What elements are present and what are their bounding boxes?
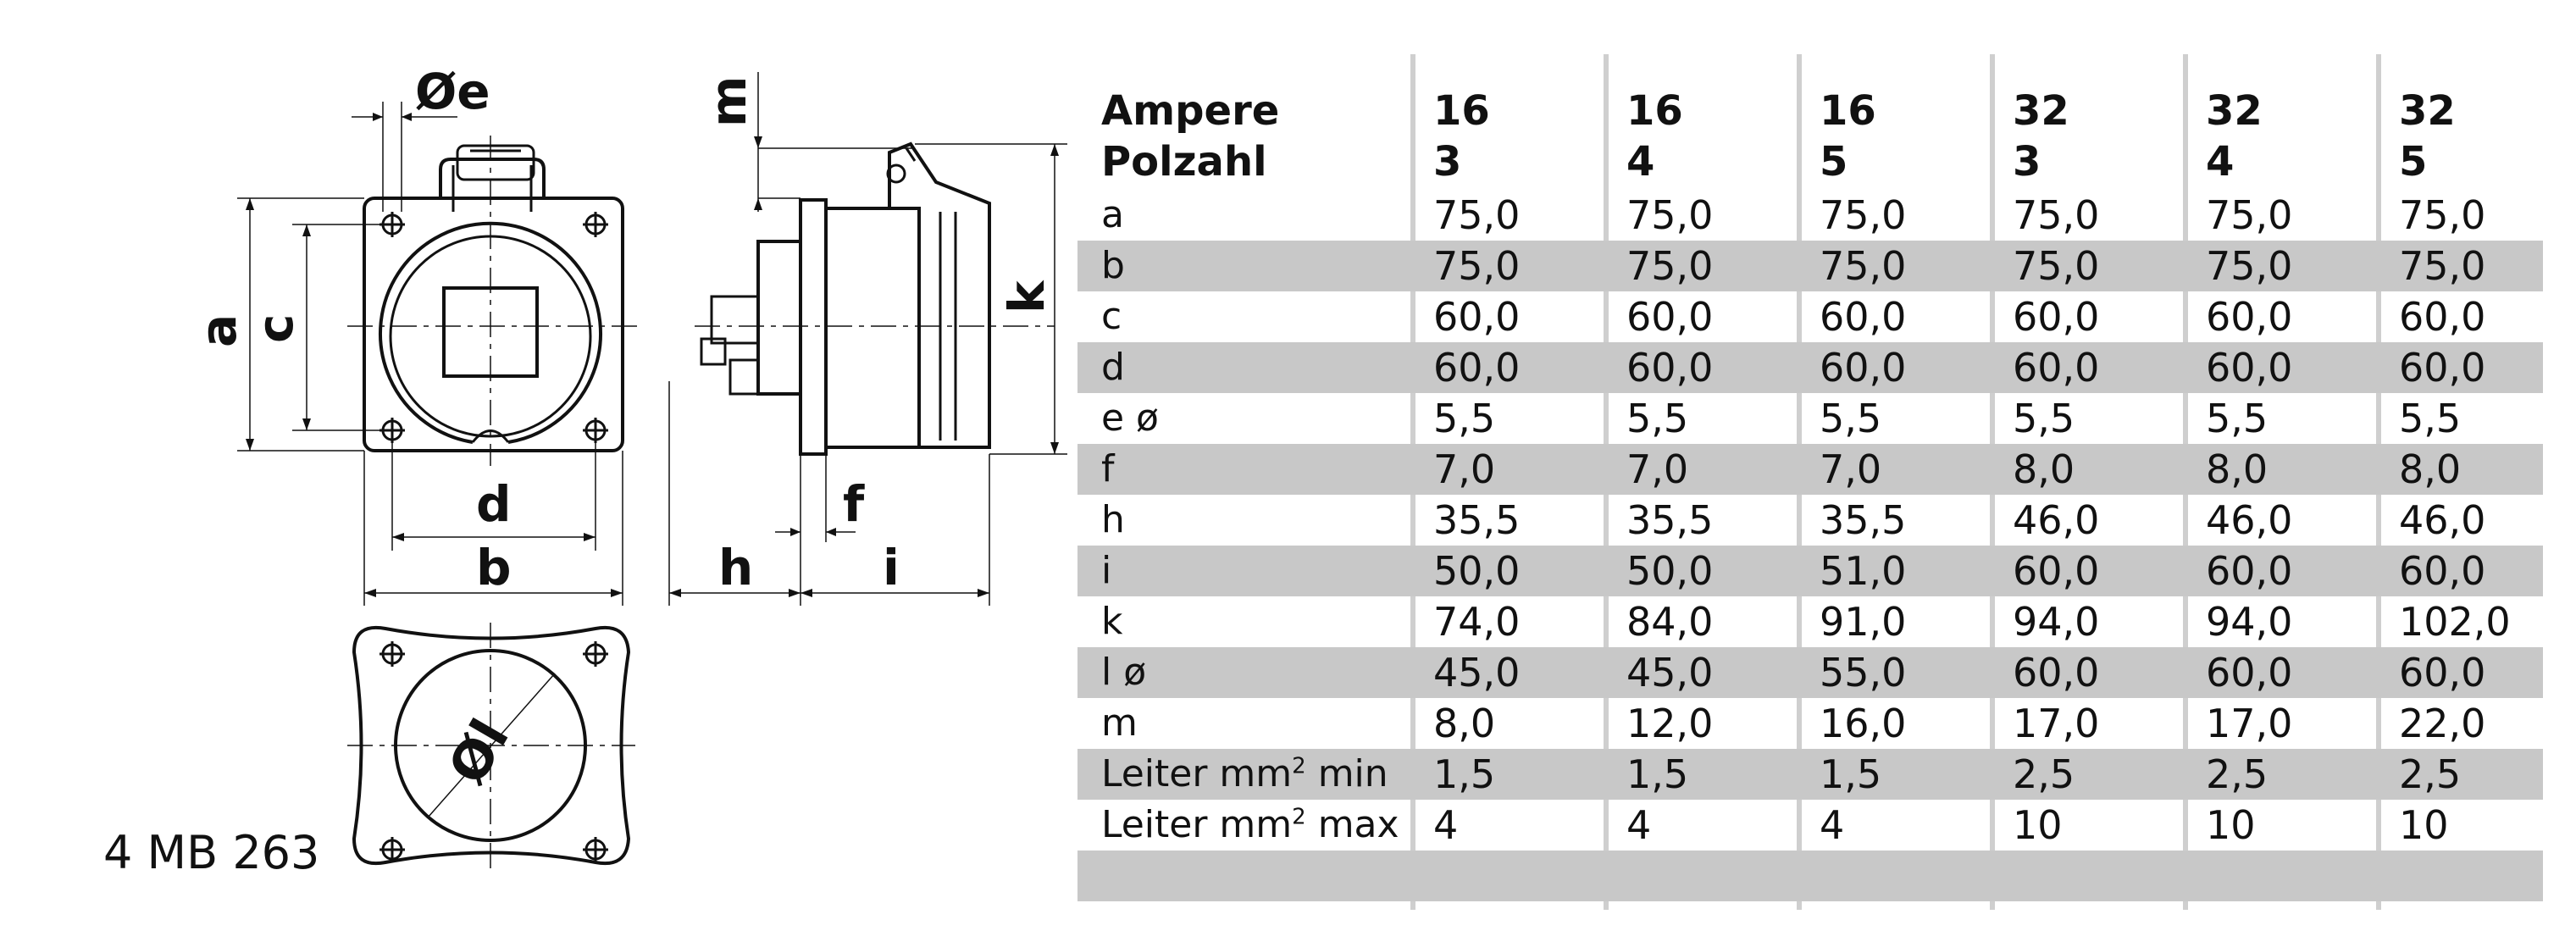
col-ampere: 32: [2399, 87, 2456, 135]
row-value: 60,0: [2399, 294, 2486, 340]
header-polzahl: Polzahl: [1101, 138, 1267, 186]
dim-label-d: d: [476, 475, 512, 533]
row-label: [1101, 749, 1388, 800]
table-row: [1077, 800, 2543, 851]
row-value: 17,0: [2013, 701, 2100, 746]
row-value: 60,0: [2206, 650, 2293, 695]
row-value: 75,0: [1626, 243, 1714, 289]
dim-label-h: h: [718, 539, 754, 596]
row-value: 5,5: [2206, 396, 2269, 441]
table-row: [1077, 647, 2543, 698]
row-value: 75,0: [1820, 243, 1907, 289]
row-value: 60,0: [1820, 294, 1907, 340]
row-value: 50,0: [1433, 548, 1521, 594]
table-row: [1077, 596, 2543, 647]
table-row: [1077, 291, 2543, 342]
row-label: f: [1101, 447, 1115, 490]
row-value: 94,0: [2206, 599, 2293, 645]
row-value: 2,5: [2399, 751, 2462, 797]
row-value: 46,0: [2399, 497, 2486, 543]
row-value: 35,5: [1433, 497, 1521, 543]
row-label-text: Leiter mm: [1101, 752, 1293, 795]
row-value: 35,5: [1820, 497, 1907, 543]
row-label: c: [1101, 295, 1122, 338]
row-value: 46,0: [2013, 497, 2100, 543]
row-value: 75,0: [2399, 243, 2486, 289]
dim-label-a: a: [190, 313, 247, 347]
row-value: 1,5: [1820, 751, 1882, 797]
row-label: d: [1101, 346, 1125, 389]
row-value: 10: [2206, 802, 2256, 848]
row-label: h: [1101, 498, 1125, 541]
row-value: 35,5: [1626, 497, 1714, 543]
row-value: 12,0: [1626, 701, 1714, 746]
dim-label-k: k: [998, 280, 1055, 313]
col-polzahl: 4: [2206, 138, 2235, 186]
col-polzahl: 3: [2013, 138, 2041, 186]
row-value: 2,5: [2013, 751, 2075, 797]
row-value: 60,0: [1433, 294, 1521, 340]
table-row: [1077, 546, 2543, 596]
header-ampere: Ampere: [1101, 87, 1280, 135]
row-value: 75,0: [2013, 192, 2100, 238]
row-value: 10: [2013, 802, 2063, 848]
row-value: 60,0: [2399, 548, 2486, 594]
row-value: 5,5: [1433, 396, 1496, 441]
dim-label-c: c: [247, 313, 304, 343]
front-mount-holes: [379, 212, 608, 443]
row-value: 45,0: [1433, 650, 1521, 695]
dim-label-l: Øl: [435, 708, 521, 795]
row-value: 5,5: [2013, 396, 2075, 441]
row-value: 102,0: [2399, 599, 2511, 645]
row-value: 84,0: [1626, 599, 1714, 645]
row-value: 7,0: [1433, 446, 1496, 492]
row-label: m: [1101, 701, 1138, 745]
table-row: [1077, 190, 2543, 241]
row-value: 75,0: [1626, 192, 1714, 238]
row-label-suffix: max: [1305, 803, 1399, 846]
col-ampere: 16: [1820, 87, 1876, 135]
row-value: 50,0: [1626, 548, 1714, 594]
row-value: 60,0: [1820, 345, 1907, 391]
row-value: 60,0: [2013, 650, 2100, 695]
col-ampere: 32: [2013, 87, 2069, 135]
technical-drawing: [0, 0, 1093, 942]
row-value: 1,5: [1626, 751, 1689, 797]
row-label: a: [1101, 193, 1124, 236]
row-value: 55,0: [1820, 650, 1907, 695]
row-value: 5,5: [2399, 396, 2462, 441]
row-label-suffix: min: [1305, 752, 1388, 795]
dim-label-i: i: [883, 539, 900, 596]
row-value: 8,0: [2013, 446, 2075, 492]
row-value: 60,0: [2013, 345, 2100, 391]
front-view: [347, 136, 640, 466]
table-row: [1077, 241, 2543, 291]
row-value: 91,0: [1820, 599, 1907, 645]
row-label: b: [1101, 244, 1125, 287]
col-polzahl: 5: [1820, 138, 1848, 186]
row-value: 60,0: [2399, 345, 2486, 391]
row-label: i: [1101, 549, 1112, 592]
table-row: [1077, 393, 2543, 444]
row-value: 60,0: [2206, 548, 2293, 594]
row-value: 7,0: [1626, 446, 1689, 492]
row-label: [1101, 800, 1399, 851]
model-code: 4 MB 263: [103, 826, 320, 879]
row-value: 74,0: [1433, 599, 1521, 645]
row-value: 5,5: [1626, 396, 1689, 441]
row-value: 60,0: [2206, 294, 2293, 340]
row-value: 60,0: [2399, 650, 2486, 695]
table-row: [1077, 342, 2543, 393]
row-value: 75,0: [1820, 192, 1907, 238]
row-value: 94,0: [2013, 599, 2100, 645]
row-value: 5,5: [1820, 396, 1882, 441]
row-value: 75,0: [2206, 243, 2293, 289]
row-value: 10: [2399, 802, 2449, 848]
row-value: 75,0: [2013, 243, 2100, 289]
row-value: 2,5: [2206, 751, 2269, 797]
col-polzahl: 3: [1433, 138, 1462, 186]
dim-label-f: f: [843, 475, 865, 533]
row-value: 16,0: [1820, 701, 1907, 746]
row-value: 7,0: [1820, 446, 1882, 492]
dim-label-e: Øe: [415, 63, 490, 120]
dim-label-m: m: [700, 75, 757, 127]
row-value: 60,0: [1626, 294, 1714, 340]
table-row: [1077, 444, 2543, 495]
col-ampere: 32: [2206, 87, 2263, 135]
col-polzahl: 5: [2399, 138, 2428, 186]
row-label-superscript: 2: [1292, 753, 1306, 779]
row-value: 45,0: [1626, 650, 1714, 695]
table-row: [1077, 749, 2543, 800]
row-value: 4: [1626, 802, 1652, 848]
row-value: 4: [1820, 802, 1845, 848]
row-value: 75,0: [1433, 243, 1521, 289]
dim-label-b: b: [476, 539, 512, 596]
row-value: 4: [1433, 802, 1459, 848]
row-value: 75,0: [2206, 192, 2293, 238]
row-value: 46,0: [2206, 497, 2293, 543]
row-value: 60,0: [1626, 345, 1714, 391]
row-value: 75,0: [1433, 192, 1521, 238]
col-ampere: 16: [1626, 87, 1683, 135]
row-value: 1,5: [1433, 751, 1496, 797]
row-value: 17,0: [2206, 701, 2293, 746]
row-label: e ø: [1101, 396, 1159, 440]
row-label: l ø: [1101, 651, 1147, 694]
col-polzahl: 4: [1626, 138, 1655, 186]
col-ampere: 16: [1433, 87, 1490, 135]
row-value: 60,0: [2013, 294, 2100, 340]
row-label: k: [1101, 600, 1123, 643]
row-value: 60,0: [2013, 548, 2100, 594]
table-row-empty: [1077, 851, 2543, 901]
row-label-text: Leiter mm: [1101, 803, 1293, 846]
row-value: 51,0: [1820, 548, 1907, 594]
row-value: 22,0: [2399, 701, 2486, 746]
row-value: 8,0: [2206, 446, 2269, 492]
row-value: 8,0: [2399, 446, 2462, 492]
row-label-superscript: 2: [1292, 804, 1306, 830]
row-value: 60,0: [2206, 345, 2293, 391]
table-row: [1077, 495, 2543, 546]
table-row: [1077, 698, 2543, 749]
row-value: 8,0: [1433, 701, 1496, 746]
row-value: 60,0: [1433, 345, 1521, 391]
row-value: 75,0: [2399, 192, 2486, 238]
